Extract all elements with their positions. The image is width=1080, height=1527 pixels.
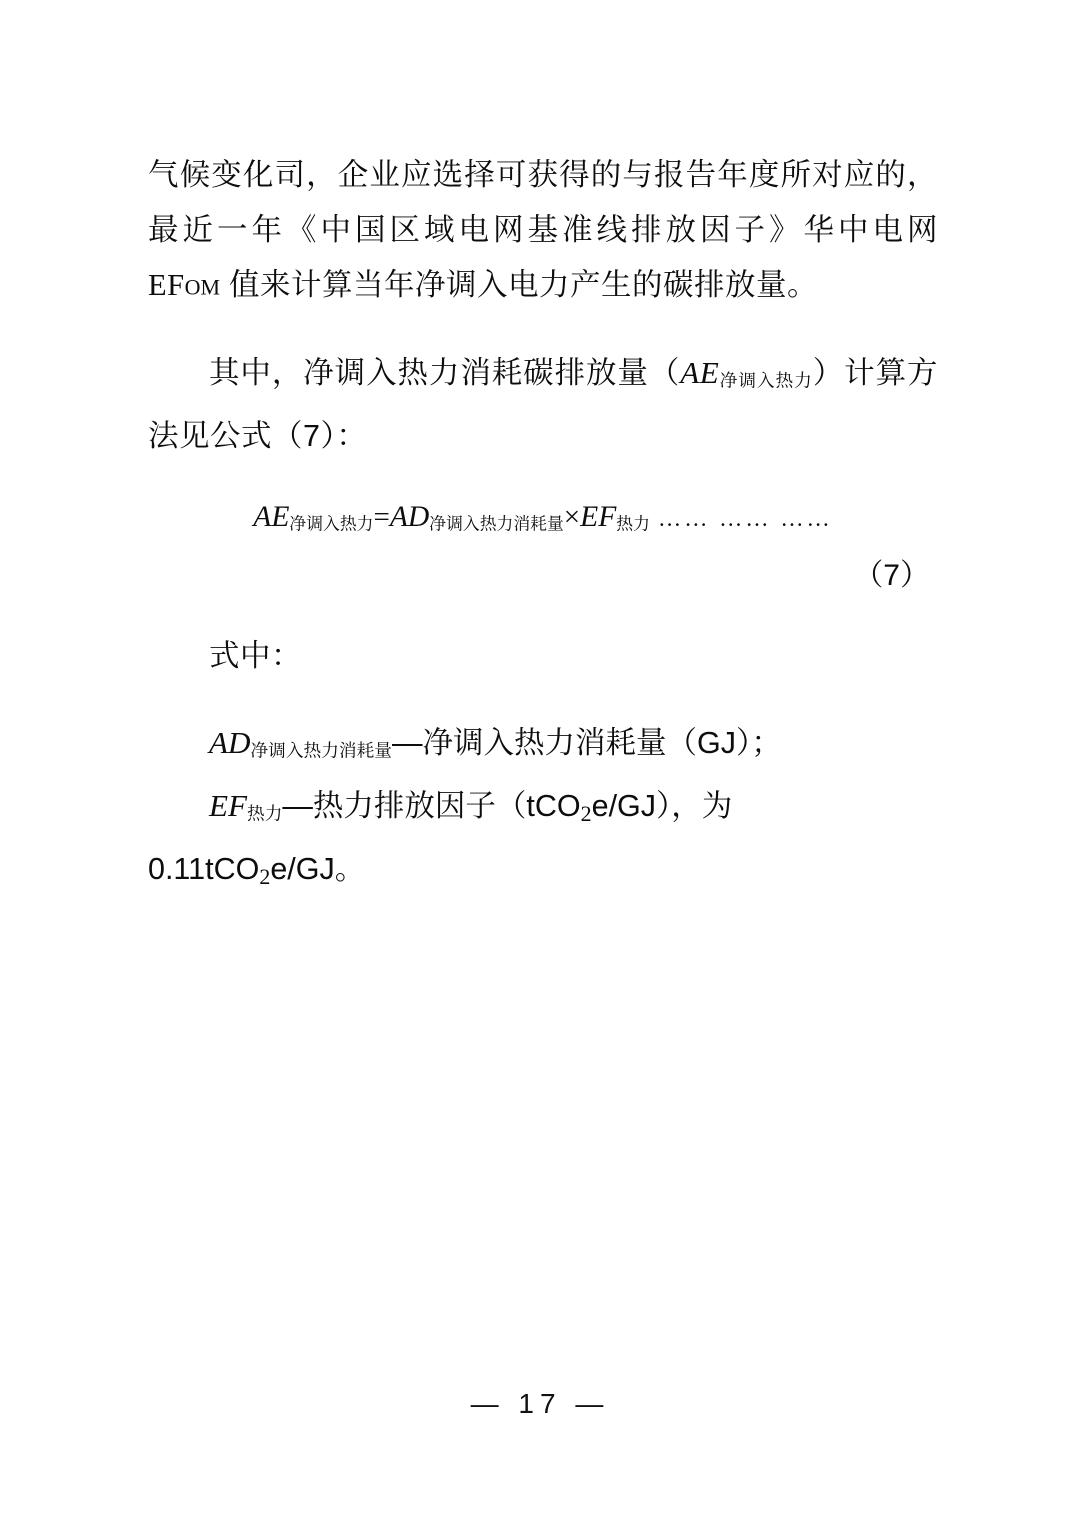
formula-ef-subscript: 热力 bbox=[616, 514, 650, 534]
formula-times: × bbox=[563, 501, 581, 534]
formula-7 bbox=[148, 494, 938, 599]
definition-ef-text-a: 热力排放因子（tCO bbox=[312, 789, 581, 824]
page-footer: — 17 — bbox=[470, 1388, 610, 1419]
formula-7-number: （7） bbox=[853, 559, 930, 593]
definition-list bbox=[148, 715, 938, 904]
formula-ad-subscript: 净调入热力消耗量 bbox=[429, 514, 564, 534]
paragraph-2-text-a: 其中，净调入热力消耗碳排放量（ bbox=[209, 356, 681, 391]
ae-subscript: 净调入热力 bbox=[719, 370, 813, 391]
definition-ad-dash: — bbox=[392, 725, 423, 760]
paragraph-1-text-b: 值来计算当年净调入电力产生的碳排放量。 bbox=[219, 268, 818, 302]
paragraph-2 bbox=[148, 345, 938, 464]
ae-symbol: AE bbox=[680, 355, 720, 391]
where-label: 式中： bbox=[209, 639, 302, 674]
ef-symbol: EF bbox=[148, 268, 185, 302]
formula-ae-symbol: AE bbox=[253, 501, 290, 534]
definition-ad-symbol: AD bbox=[209, 724, 251, 760]
definition-item-ad bbox=[148, 715, 938, 779]
definition-ef-sub-2b: 2 bbox=[259, 863, 271, 889]
definition-ef-subscript: 热力 bbox=[247, 804, 283, 825]
paragraph-1-text-a: 气候变化司，企业应选择可获得的与报告年度所对应的，最近一年《中国区域电网基准线排放因子》华中电网 bbox=[148, 158, 938, 247]
formula-dot-leader: …… …… …… bbox=[658, 506, 833, 533]
definition-ef-dash: — bbox=[282, 789, 313, 824]
definition-ef-symbol: EF bbox=[209, 788, 248, 824]
ef-subscript-om: OM bbox=[184, 274, 220, 300]
formula-ad-symbol: AD bbox=[389, 501, 430, 534]
page-content bbox=[148, 148, 938, 904]
paragraph-1 bbox=[148, 148, 938, 315]
formula-ae-subscript: 净调入热力 bbox=[289, 514, 374, 534]
formula-7-expression bbox=[148, 494, 938, 547]
definition-ef-text-c: e/GJ。 bbox=[270, 852, 366, 887]
definition-item-ef bbox=[148, 778, 938, 903]
definition-ad-subscript: 净调入热力消耗量 bbox=[250, 740, 392, 761]
definition-ad-text: 净调入热力消耗量（GJ）； bbox=[422, 725, 782, 760]
definition-ef-sub-2a: 2 bbox=[580, 801, 592, 827]
formula-equals: = bbox=[373, 501, 390, 534]
paragraph-2-text-b: ）计算方法见公式（7）： bbox=[148, 356, 939, 453]
formula-ef-symbol: EF bbox=[580, 501, 617, 534]
definition-ef-text-b: e/GJ），为 0.11tCO bbox=[148, 789, 733, 887]
